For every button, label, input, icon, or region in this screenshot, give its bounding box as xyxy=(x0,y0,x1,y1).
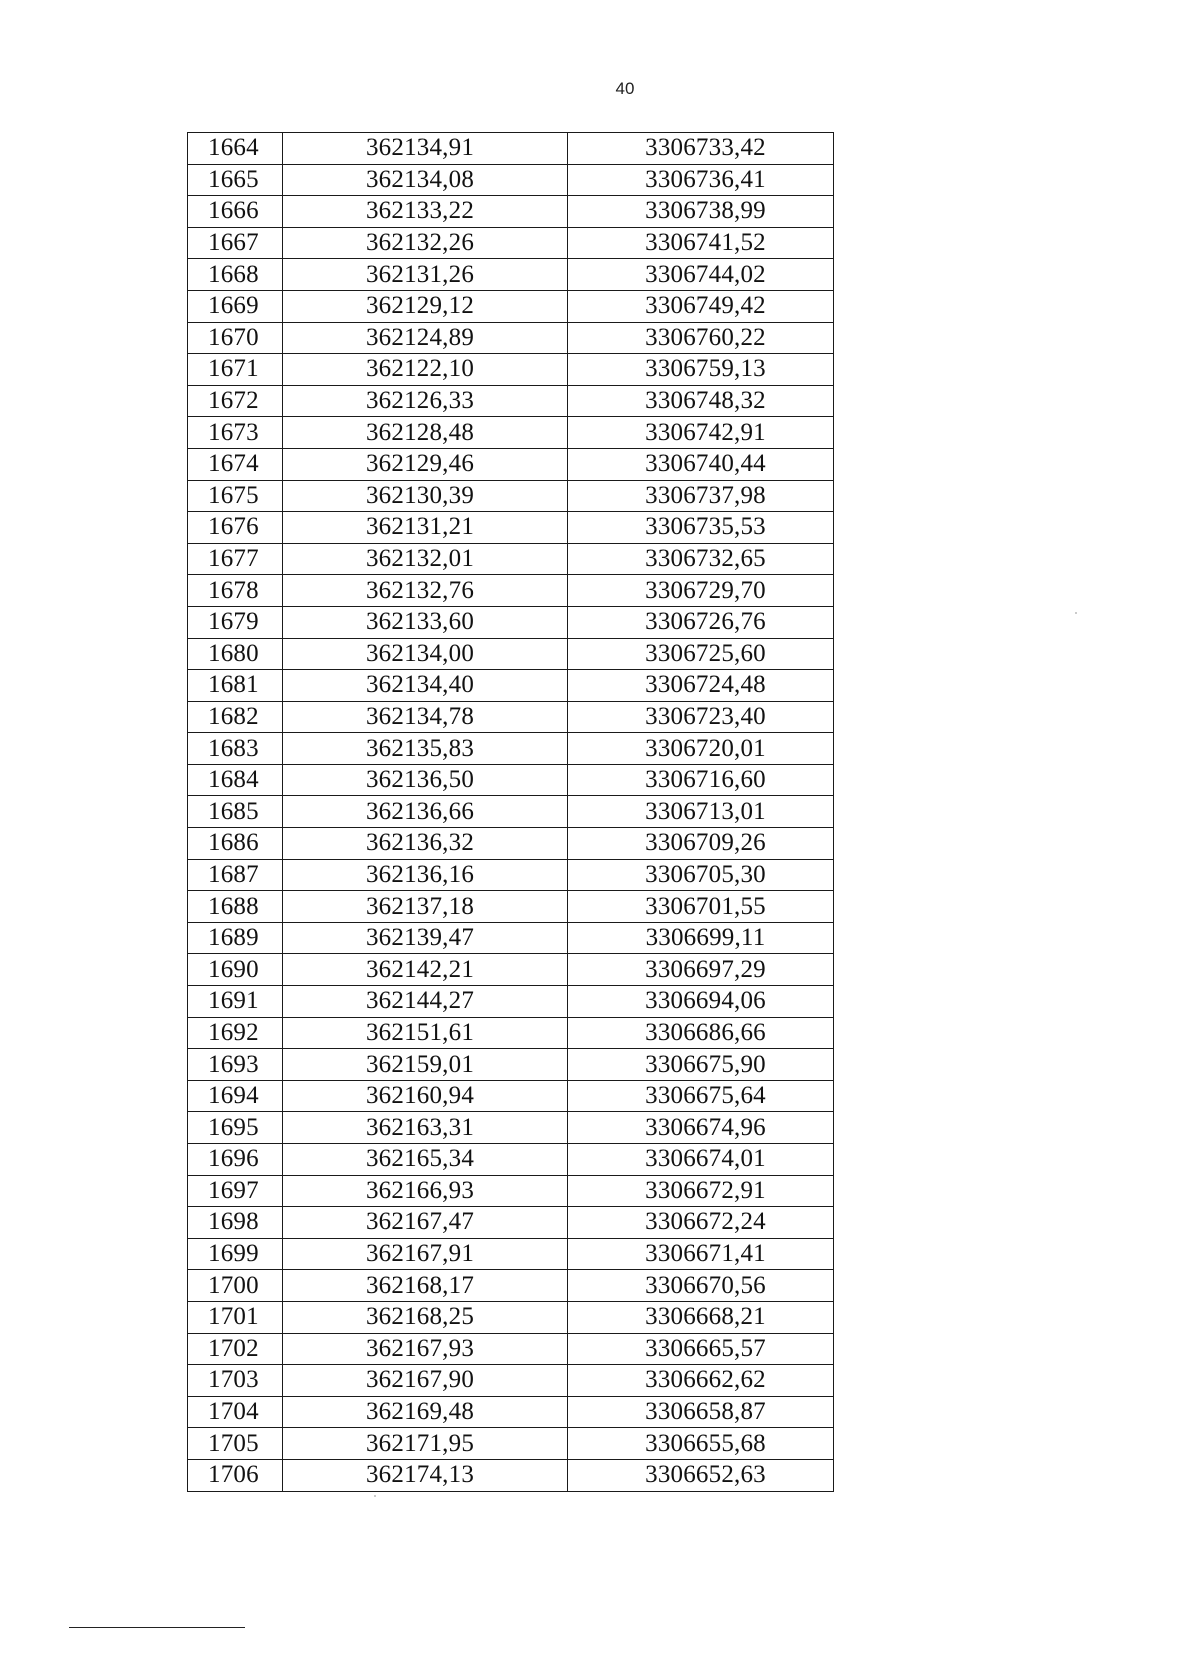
y-coordinate-cell: 3306652,63 xyxy=(568,1459,834,1491)
table-row xyxy=(188,164,834,196)
y-coordinate-cell: 3306737,98 xyxy=(568,480,834,512)
x-coordinate-cell: 362126,33 xyxy=(283,385,568,417)
table-row xyxy=(188,1270,834,1302)
x-coordinate-cell: 362142,21 xyxy=(283,954,568,986)
table-row xyxy=(188,1428,834,1460)
x-coordinate-cell: 362168,25 xyxy=(283,1301,568,1333)
x-coordinate-cell: 362130,39 xyxy=(283,480,568,512)
y-coordinate-cell: 3306670,56 xyxy=(568,1270,834,1302)
y-coordinate-cell: 3306724,48 xyxy=(568,670,834,702)
x-coordinate-cell: 362135,83 xyxy=(283,733,568,765)
y-coordinate-cell: 3306760,22 xyxy=(568,322,834,354)
table-row xyxy=(188,480,834,512)
table-row xyxy=(188,796,834,828)
x-coordinate-cell: 362165,34 xyxy=(283,1144,568,1176)
y-coordinate-cell: 3306735,53 xyxy=(568,512,834,544)
point-number-cell: 1692 xyxy=(188,1017,283,1049)
table-row xyxy=(188,1112,834,1144)
x-coordinate-cell: 362131,21 xyxy=(283,512,568,544)
x-coordinate-cell: 362134,00 xyxy=(283,638,568,670)
y-coordinate-cell: 3306709,26 xyxy=(568,828,834,860)
y-coordinate-cell: 3306748,32 xyxy=(568,385,834,417)
table-row xyxy=(188,1144,834,1176)
point-number-cell: 1666 xyxy=(188,196,283,228)
x-coordinate-cell: 362139,47 xyxy=(283,922,568,954)
point-number-cell: 1680 xyxy=(188,638,283,670)
y-coordinate-cell: 3306668,21 xyxy=(568,1301,834,1333)
point-number-cell: 1665 xyxy=(188,164,283,196)
point-number-cell: 1697 xyxy=(188,1175,283,1207)
point-number-cell: 1702 xyxy=(188,1333,283,1365)
x-coordinate-cell: 362134,40 xyxy=(283,670,568,702)
table-row xyxy=(188,543,834,575)
point-number-cell: 1705 xyxy=(188,1428,283,1460)
x-coordinate-cell: 362137,18 xyxy=(283,891,568,923)
table-row xyxy=(188,1017,834,1049)
point-number-cell: 1687 xyxy=(188,859,283,891)
x-coordinate-cell: 362133,22 xyxy=(283,196,568,228)
y-coordinate-cell: 3306741,52 xyxy=(568,227,834,259)
x-coordinate-cell: 362174,13 xyxy=(283,1459,568,1491)
y-coordinate-cell: 3306694,06 xyxy=(568,986,834,1018)
point-number-cell: 1670 xyxy=(188,322,283,354)
point-number-cell: 1676 xyxy=(188,512,283,544)
x-coordinate-cell: 362159,01 xyxy=(283,1049,568,1081)
x-coordinate-cell: 362171,95 xyxy=(283,1428,568,1460)
y-coordinate-cell: 3306662,62 xyxy=(568,1365,834,1397)
point-number-cell: 1693 xyxy=(188,1049,283,1081)
table-row xyxy=(188,859,834,891)
x-coordinate-cell: 362134,91 xyxy=(283,133,568,165)
table-row xyxy=(188,733,834,765)
point-number-cell: 1674 xyxy=(188,448,283,480)
x-coordinate-cell: 362169,48 xyxy=(283,1396,568,1428)
y-coordinate-cell: 3306705,30 xyxy=(568,859,834,891)
y-coordinate-cell: 3306726,76 xyxy=(568,606,834,638)
table-row xyxy=(188,764,834,796)
point-number-cell: 1685 xyxy=(188,796,283,828)
x-coordinate-cell: 362133,60 xyxy=(283,606,568,638)
table-row xyxy=(188,986,834,1018)
table-row xyxy=(188,354,834,386)
y-coordinate-cell: 3306675,90 xyxy=(568,1049,834,1081)
point-number-cell: 1695 xyxy=(188,1112,283,1144)
table-row xyxy=(188,1238,834,1270)
y-coordinate-cell: 3306675,64 xyxy=(568,1080,834,1112)
x-coordinate-cell: 362168,17 xyxy=(283,1270,568,1302)
x-coordinate-cell: 362166,93 xyxy=(283,1175,568,1207)
point-number-cell: 1671 xyxy=(188,354,283,386)
y-coordinate-cell: 3306716,60 xyxy=(568,764,834,796)
y-coordinate-cell: 3306749,42 xyxy=(568,290,834,322)
point-number-cell: 1681 xyxy=(188,670,283,702)
y-coordinate-cell: 3306713,01 xyxy=(568,796,834,828)
y-coordinate-cell: 3306733,42 xyxy=(568,133,834,165)
point-number-cell: 1677 xyxy=(188,543,283,575)
table-row xyxy=(188,196,834,228)
table-row xyxy=(188,670,834,702)
point-number-cell: 1694 xyxy=(188,1080,283,1112)
y-coordinate-cell: 3306720,01 xyxy=(568,733,834,765)
table-row xyxy=(188,417,834,449)
table-row xyxy=(188,259,834,291)
table-row xyxy=(188,891,834,923)
x-coordinate-cell: 362129,46 xyxy=(283,448,568,480)
y-coordinate-cell: 3306729,70 xyxy=(568,575,834,607)
point-number-cell: 1684 xyxy=(188,764,283,796)
point-number-cell: 1673 xyxy=(188,417,283,449)
point-number-cell: 1691 xyxy=(188,986,283,1018)
y-coordinate-cell: 3306655,68 xyxy=(568,1428,834,1460)
y-coordinate-cell: 3306725,60 xyxy=(568,638,834,670)
point-number-cell: 1664 xyxy=(188,133,283,165)
y-coordinate-cell: 3306665,57 xyxy=(568,1333,834,1365)
point-number-cell: 1679 xyxy=(188,606,283,638)
y-coordinate-cell: 3306744,02 xyxy=(568,259,834,291)
table-row xyxy=(188,227,834,259)
x-coordinate-cell: 362144,27 xyxy=(283,986,568,1018)
y-coordinate-cell: 3306759,13 xyxy=(568,354,834,386)
point-number-cell: 1698 xyxy=(188,1207,283,1239)
table-row xyxy=(188,322,834,354)
x-coordinate-cell: 362167,90 xyxy=(283,1365,568,1397)
x-coordinate-cell: 362136,50 xyxy=(283,764,568,796)
x-coordinate-cell: 362122,10 xyxy=(283,354,568,386)
y-coordinate-cell: 3306699,11 xyxy=(568,922,834,954)
x-coordinate-cell: 362160,94 xyxy=(283,1080,568,1112)
scan-speck xyxy=(374,1495,376,1497)
point-number-cell: 1700 xyxy=(188,1270,283,1302)
x-coordinate-cell: 362132,26 xyxy=(283,227,568,259)
table-row xyxy=(188,448,834,480)
y-coordinate-cell: 3306723,40 xyxy=(568,701,834,733)
y-coordinate-cell: 3306740,44 xyxy=(568,448,834,480)
y-coordinate-cell: 3306671,41 xyxy=(568,1238,834,1270)
point-number-cell: 1667 xyxy=(188,227,283,259)
table-row xyxy=(188,575,834,607)
y-coordinate-cell: 3306701,55 xyxy=(568,891,834,923)
point-number-cell: 1688 xyxy=(188,891,283,923)
x-coordinate-cell: 362136,66 xyxy=(283,796,568,828)
point-number-cell: 1706 xyxy=(188,1459,283,1491)
table-row xyxy=(188,1301,834,1333)
table-row xyxy=(188,1207,834,1239)
table-row xyxy=(188,1049,834,1081)
x-coordinate-cell: 362134,78 xyxy=(283,701,568,733)
point-number-cell: 1672 xyxy=(188,385,283,417)
y-coordinate-cell: 3306732,65 xyxy=(568,543,834,575)
y-coordinate-cell: 3306742,91 xyxy=(568,417,834,449)
x-coordinate-cell: 362134,08 xyxy=(283,164,568,196)
x-coordinate-cell: 362132,01 xyxy=(283,543,568,575)
point-number-cell: 1699 xyxy=(188,1238,283,1270)
y-coordinate-cell: 3306672,91 xyxy=(568,1175,834,1207)
x-coordinate-cell: 362136,32 xyxy=(283,828,568,860)
x-coordinate-cell: 362131,26 xyxy=(283,259,568,291)
point-number-cell: 1703 xyxy=(188,1365,283,1397)
x-coordinate-cell: 362136,16 xyxy=(283,859,568,891)
table-row xyxy=(188,606,834,638)
x-coordinate-cell: 362163,31 xyxy=(283,1112,568,1144)
table-row xyxy=(188,1080,834,1112)
x-coordinate-cell: 362124,89 xyxy=(283,322,568,354)
table-row xyxy=(188,512,834,544)
point-number-cell: 1704 xyxy=(188,1396,283,1428)
point-number-cell: 1686 xyxy=(188,828,283,860)
table-row xyxy=(188,385,834,417)
footnote-separator-line xyxy=(69,1627,245,1628)
point-number-cell: 1690 xyxy=(188,954,283,986)
table-row xyxy=(188,1396,834,1428)
table-row xyxy=(188,638,834,670)
table-row xyxy=(188,1333,834,1365)
y-coordinate-cell: 3306697,29 xyxy=(568,954,834,986)
table-row xyxy=(188,1459,834,1491)
point-number-cell: 1669 xyxy=(188,290,283,322)
y-coordinate-cell: 3306674,01 xyxy=(568,1144,834,1176)
table-row xyxy=(188,1175,834,1207)
point-number-cell: 1682 xyxy=(188,701,283,733)
point-number-cell: 1689 xyxy=(188,922,283,954)
coordinates-table-body xyxy=(188,133,834,1492)
x-coordinate-cell: 362128,48 xyxy=(283,417,568,449)
point-number-cell: 1696 xyxy=(188,1144,283,1176)
point-number-cell: 1675 xyxy=(188,480,283,512)
x-coordinate-cell: 362167,91 xyxy=(283,1238,568,1270)
y-coordinate-cell: 3306674,96 xyxy=(568,1112,834,1144)
page-number: 40 xyxy=(615,79,635,98)
table-row xyxy=(188,954,834,986)
table-row xyxy=(188,1365,834,1397)
point-number-cell: 1683 xyxy=(188,733,283,765)
x-coordinate-cell: 362167,93 xyxy=(283,1333,568,1365)
point-number-cell: 1668 xyxy=(188,259,283,291)
y-coordinate-cell: 3306738,99 xyxy=(568,196,834,228)
point-number-cell: 1678 xyxy=(188,575,283,607)
y-coordinate-cell: 3306736,41 xyxy=(568,164,834,196)
x-coordinate-cell: 362151,61 xyxy=(283,1017,568,1049)
y-coordinate-cell: 3306686,66 xyxy=(568,1017,834,1049)
scan-speck xyxy=(1075,612,1077,614)
coordinates-table xyxy=(187,132,834,1492)
table-row xyxy=(188,290,834,322)
y-coordinate-cell: 3306672,24 xyxy=(568,1207,834,1239)
table-row xyxy=(188,133,834,165)
x-coordinate-cell: 362129,12 xyxy=(283,290,568,322)
point-number-cell: 1701 xyxy=(188,1301,283,1333)
coordinates-table-container xyxy=(187,132,833,1492)
table-row xyxy=(188,922,834,954)
x-coordinate-cell: 362132,76 xyxy=(283,575,568,607)
y-coordinate-cell: 3306658,87 xyxy=(568,1396,834,1428)
table-row xyxy=(188,828,834,860)
x-coordinate-cell: 362167,47 xyxy=(283,1207,568,1239)
table-row xyxy=(188,701,834,733)
